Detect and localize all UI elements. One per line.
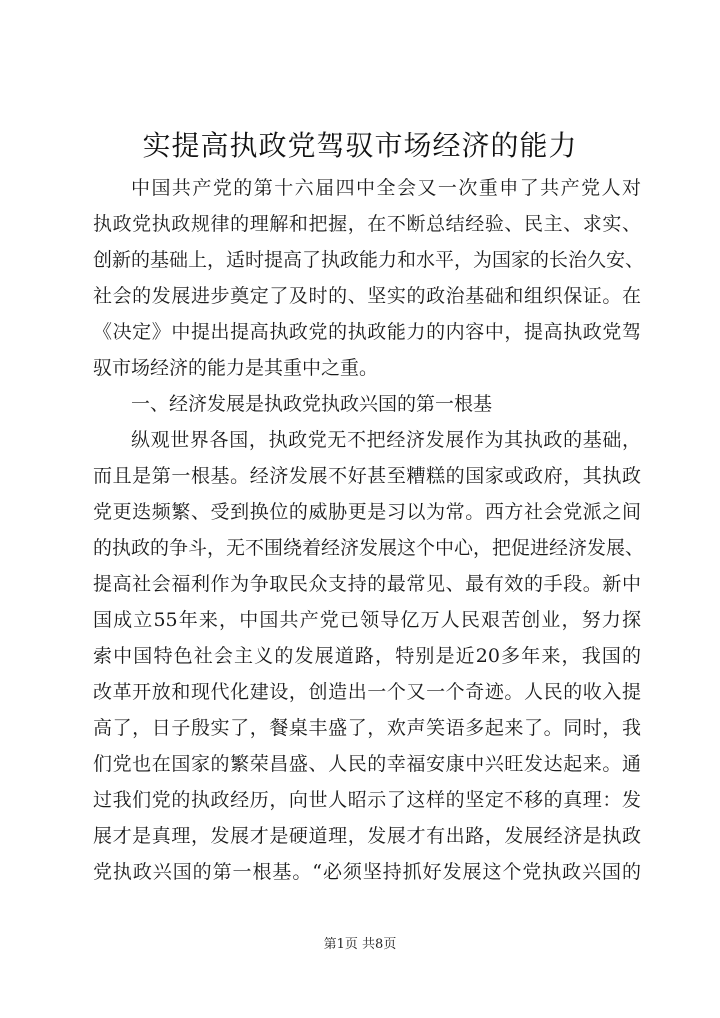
document-title: 实提高执政党驾驭市场经济的能力 [142,129,578,162]
paragraph-line: 而且是第一根基。经济发展不好甚至糟糕的国家或政府，其执政 [93,465,641,487]
paragraph-line: 社会的发展进步奠定了及时的、坚实的政治基础和组织保证。在 [93,285,641,307]
paragraph-line: 展才是真理，发展才是硬道理，发展才有出路，发展经济是执政 [93,825,641,847]
paragraph-line: 中国共产党的第十六届四中全会又一次重申了共产党人对 [131,177,641,199]
paragraph-line: 执政党执政规律的理解和把握，在不断总结经验、民主、求实、 [93,213,641,235]
paragraph-line: 党更迭频繁、受到换位的威胁更是习以为常。西方社会党派之间 [93,501,641,523]
paragraph-line: 索中国特色社会主义的发展道路，特别是近20多年来，我国的 [93,645,641,667]
paragraph-line: 党执政兴国的第一根基。“必须坚持抓好发展这个党执政兴国的 [93,861,641,883]
paragraph-line: 《决定》中提出提高执政党的执政能力的内容中，提高执政党驾 [93,321,641,343]
section-heading: 一、经济发展是执政党执政兴国的第一根基 [131,393,493,415]
paragraph-line: 高了，日子殷实了，餐桌丰盛了，欢声笑语多起来了。同时，我 [93,717,641,739]
paragraph-line: 过我们党的执政经历，向世人昭示了这样的坚定不移的真理：发 [93,789,641,811]
paragraph-line: 驭市场经济的能力是其重中之重。 [93,357,379,379]
paragraph-line: 纵观世界各国，执政党无不把经济发展作为其执政的基础， [131,429,641,451]
paragraph-line: 们党也在国家的繁荣昌盛、人民的幸福安康中兴旺发达起来。通 [93,753,641,775]
paragraph-line: 提高社会福利作为争取民众支持的最常见、最有效的手段。新中 [93,573,641,595]
page-number-footer: 第1页 共8页 [323,937,397,952]
paragraph-line: 改革开放和现代化建设，创造出一个又一个奇迹。人民的收入提 [93,681,641,703]
paragraph-line: 国成立55年来，中国共产党已领导亿万人民艰苦创业，努力探 [93,609,641,631]
paragraph-line: 创新的基础上，适时提高了执政能力和水平，为国家的长治久安、 [93,249,645,271]
paragraph-line: 的执政的争斗，无不围绕着经济发展这个中心，把促进经济发展、 [93,537,645,559]
document-body [93,170,645,890]
